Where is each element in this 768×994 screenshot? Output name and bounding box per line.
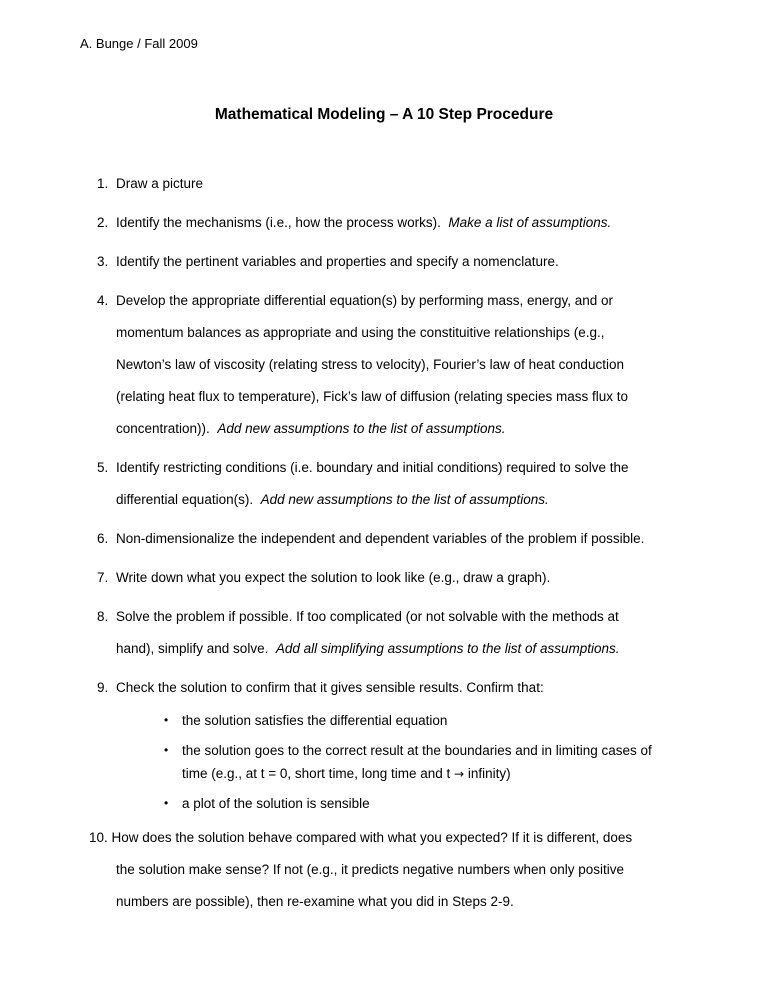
bullet-text: the solution satisfies the differential equation [182,713,448,728]
step-text-line [116,641,620,656]
step-text-line: numbers are possible), then re-examine what you did in Steps 2-9. [116,894,514,909]
bullet-icon: • [164,743,169,757]
step-text: Draw a picture [116,176,204,191]
bullet-text-line [182,766,511,781]
step-text-line: Newton’s law of viscosity (relating stress to velocity), Fourier’s law of heat conduction [116,357,624,372]
step-number: 5. [97,460,109,475]
step-emphasis: Make a list of assumptions. [448,215,612,230]
bullet-text: infinity) [467,766,511,781]
step-number: 3. [97,254,109,269]
step-text-line [116,492,549,507]
step-text: hand), simplify and solve. [116,641,269,656]
step-text-line: Identify restricting conditions (i.e. boundary and initial conditions) required to solve the [116,460,629,475]
step-number: 9. [97,680,109,695]
step-emphasis: Add new assumptions to the list of assumptions. [260,492,549,507]
step-number: 10. [89,830,108,845]
step-text-line: momentum balances as appropriate and using the constituitive relationships (e.g., [116,325,605,340]
step-text: How does the solution behave compared with what you expected? If it is different, does [111,830,633,845]
step-number: 6. [97,531,109,546]
right-arrow-icon: → [454,767,465,781]
bullet-text: the solution goes to the correct result at the boundaries and in limiting cases of [182,743,652,758]
step-number: 7. [97,570,109,585]
step-text: Write down what you expect the solution to look like (e.g., draw a graph). [116,570,551,585]
step-text-line: Develop the appropriate differential equation(s) by performing mass, energy, and or [116,293,614,308]
step-text: concentration)). [116,421,210,436]
step-text: Identify the pertinent variables and properties and specify a nomenclature. [116,254,559,269]
step-number: 8. [97,609,109,624]
document-title: Mathematical Modeling – A 10 Step Procedure [214,106,554,123]
step-text-line: the solution make sense? If not (e.g., it predicts negative numbers when only positive [116,862,625,877]
bullet-icon: • [164,796,169,810]
step-text-line [116,215,611,230]
page-header: A. Bunge / Fall 2009 [80,36,198,51]
bullet-text: a plot of the solution is sensible [182,796,370,811]
step-emphasis: Add new assumptions to the list of assumptions. [217,421,506,436]
step-text-line [116,421,505,436]
bullet-icon: • [164,713,169,727]
step-text-line: Solve the problem if possible. If too complicated (or not solvable with the methods at [116,609,619,624]
step-text: differential equation(s). [116,492,254,507]
step-number: 4. [97,293,109,308]
step-text: Non-dimensionalize the independent and dependent variables of the problem if possible. [116,531,645,546]
step-emphasis: Add all simplifying assumptions to the list of assumptions. [275,641,620,656]
bullet-text: time (e.g., at t = 0, short time, long time and t [182,766,451,781]
step-text: Identify the mechanisms (i.e., how the process works). [116,215,441,230]
step-text-line: (relating heat flux to temperature), Fick’s law of diffusion (relating species mass flux to [116,389,628,404]
step-number: 2. [97,215,109,230]
step-text-line [89,830,632,845]
step-number: 1. [97,176,109,191]
step-text: Check the solution to confirm that it gives sensible results. Confirm that: [116,680,544,695]
